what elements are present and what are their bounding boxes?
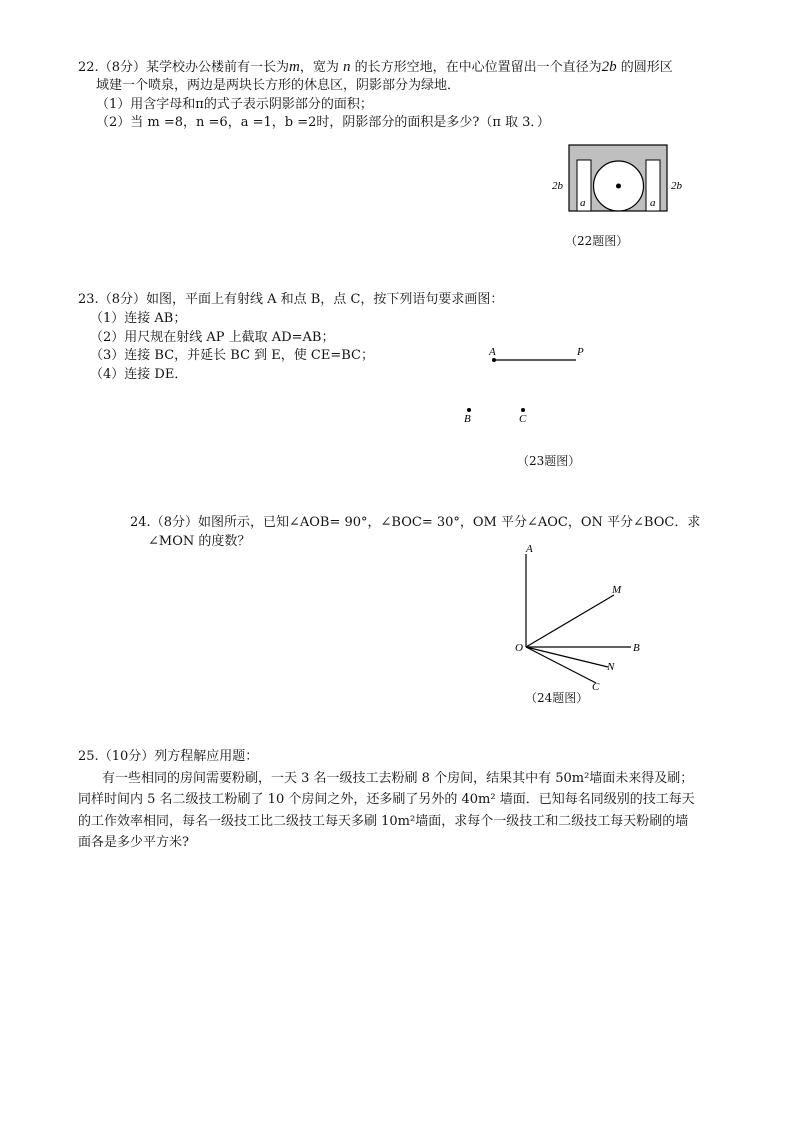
q24-line1-text: 如图所示，已知∠AOB= 90°，∠BOC= 30°，OM 平分∠AOC，ON 平分∠BOC．求 — [197, 515, 701, 530]
q23-item-3: （3）连接 BC，并延长 BC 到 E，使 CE=BC； — [90, 348, 374, 363]
q22-text-b: ，宽为 — [299, 60, 339, 75]
q23-label-A: A — [489, 346, 496, 358]
q22-var-m: m — [288, 59, 300, 75]
q24-line2: ∠MON 的度数？ — [148, 534, 251, 549]
q23-label-B: B — [464, 413, 471, 425]
q23-number: 23. — [78, 292, 99, 307]
q24-label-M: M — [612, 584, 622, 596]
q22-score: （8分） — [98, 60, 146, 75]
q22-label-2b-right: 2b — [671, 180, 682, 192]
q22-var-2b: 2b — [601, 59, 617, 75]
q23-caption: （23题图） — [517, 454, 581, 468]
q22-line2: 域建一个喷泉，两边是两块长方形的休息区，阴影部分为绿地． — [96, 78, 461, 93]
q22-text-c: 的长方形空地，在中心位置留出一个直径为 — [354, 60, 602, 75]
q24-ray-OC — [526, 647, 596, 683]
q24-label-C: C — [592, 681, 600, 693]
q25-number: 25. — [78, 749, 99, 764]
q25-para-line3: 的工作效率相同，每名一级技工比二级技工每天多刷 10m²墙面，求每个一级技工和二级技工每天粉刷的墙 — [78, 814, 689, 829]
q22-text-d: 的圆形区 — [620, 60, 673, 75]
q23-label-C: C — [519, 413, 527, 425]
q22-var-n: n — [342, 59, 351, 75]
q25-score: （10分） — [98, 749, 155, 764]
q22-caption: （22题图） — [565, 234, 629, 248]
q23-stem — [78, 291, 503, 309]
q22-label-a-right: a — [650, 197, 656, 209]
q22-sub2: （2）当 m =8，n =6，a =1，b =2时，阴影部分的面积是多少?（π 取 3．） — [96, 115, 550, 130]
q23-figure — [480, 340, 600, 430]
q24-figure — [505, 540, 655, 695]
q25-title: 列方程解应用题： — [154, 749, 259, 764]
q25-heading — [78, 748, 258, 766]
q25-para-line2: 同样时间内 5 名二级技工粉刷了 10 个房间之外，还多刷了另外的 40m² 墙面．已知每名同级别的技工每天 — [78, 792, 695, 807]
q23-point-B-group — [462, 404, 482, 426]
q24-ray-ON — [526, 647, 608, 667]
q25-para-line4: 面各是多少平方米? — [78, 835, 189, 850]
q22-label-a-left: a — [580, 197, 586, 209]
q22-label-2b-left: 2b — [552, 180, 563, 192]
q24-label-O: O — [515, 642, 523, 654]
q23-item-1: （1）连接 AB； — [90, 311, 187, 326]
q24-line1 — [130, 514, 700, 532]
q23-label-P: P — [577, 346, 584, 358]
q22-text-a: 某学校办公楼前有一长为 — [145, 60, 289, 75]
q25-para-line1: 有一些相同的房间需要粉刷，一天 3 名一级技工去粉刷 8 个房间，结果其中有 50m²墙面未来得及刷； — [102, 771, 694, 786]
q24-label-B: B — [633, 642, 640, 654]
q24-label-A: A — [526, 543, 533, 555]
q23-score: （8分） — [98, 292, 146, 307]
q24-caption: （24题图） — [525, 691, 589, 705]
q23-stem-text: 如图，平面上有射线 A 和点 B，点 C，按下列语句要求画图： — [145, 292, 504, 307]
q22-line1 — [78, 58, 673, 77]
q24-number: 24. — [130, 515, 151, 530]
q23-point-C — [521, 408, 525, 412]
q24-ray-OM — [526, 595, 614, 647]
q23-item-4: （4）连接 DE． — [90, 367, 188, 382]
q23-point-B-dot — [467, 408, 471, 412]
q22-number: 22. — [78, 60, 99, 75]
q22-center-dot — [616, 184, 621, 189]
q24-label-N: N — [607, 661, 615, 673]
q22-sub1: （1）用含字母和π的式子表示阴影部分的面积； — [96, 97, 373, 112]
q23-item-2: （2）用尺规在射线 AP 上截取 AD=AB； — [90, 330, 335, 345]
q23-point-A — [492, 358, 496, 362]
q24-score: （8分） — [150, 515, 198, 530]
